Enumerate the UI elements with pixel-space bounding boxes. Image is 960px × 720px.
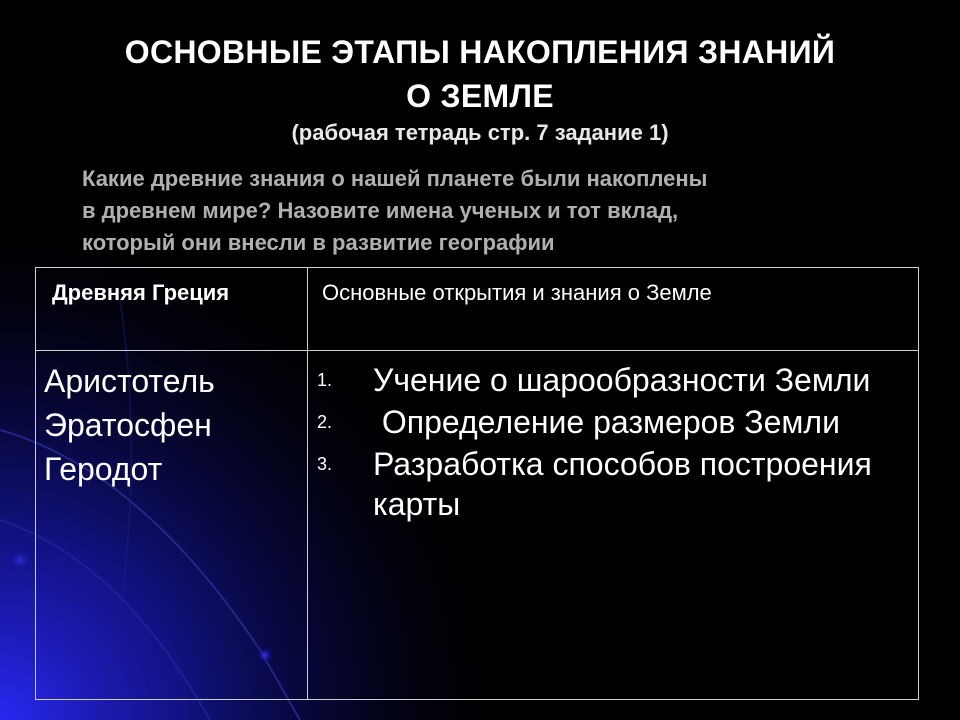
discoveries-list xyxy=(316,360,906,526)
discovery-text: Определение размеров Земли xyxy=(373,404,840,440)
data-table xyxy=(35,267,919,700)
column-divider xyxy=(307,268,308,699)
title-line-1: ОСНОВНЫЕ ЭТАПЫ НАКОПЛЕНИЯ ЗНАНИЙ xyxy=(124,34,836,70)
discovery-item xyxy=(316,360,906,400)
discovery-text: Учение о шарообразности Земли xyxy=(373,362,871,398)
page-title xyxy=(0,30,960,118)
header-divider xyxy=(36,350,918,351)
question-line-2: в древнем мире? Назовите имена ученых и тот вклад, xyxy=(82,198,679,223)
scientist-name: Эратосфен xyxy=(44,407,212,443)
discovery-number: 3. xyxy=(317,454,333,474)
subtitle: (рабочая тетрадь стр. 7 задание 1) xyxy=(291,120,669,145)
scientist-name: Аристотель xyxy=(44,363,215,399)
question-line-1: Какие древние знания о нашей планете были накоплены xyxy=(82,166,708,191)
discovery-item xyxy=(316,444,906,524)
title-line-2: О ЗЕМЛЕ xyxy=(406,78,554,114)
scientists-list xyxy=(44,359,215,491)
table-header-region: Древняя Греция xyxy=(52,280,230,305)
question-text xyxy=(82,163,882,259)
discovery-item xyxy=(316,402,906,442)
discovery-number: 1. xyxy=(317,370,333,390)
table-header-discoveries: Основные открытия и знания о Земле xyxy=(322,280,712,305)
discovery-number: 2. xyxy=(317,412,333,432)
scientist-name: Геродот xyxy=(44,451,163,487)
discovery-text: Разработка способов построения карты xyxy=(373,446,881,522)
question-line-3: который они внесли в развитие географии xyxy=(82,230,555,255)
